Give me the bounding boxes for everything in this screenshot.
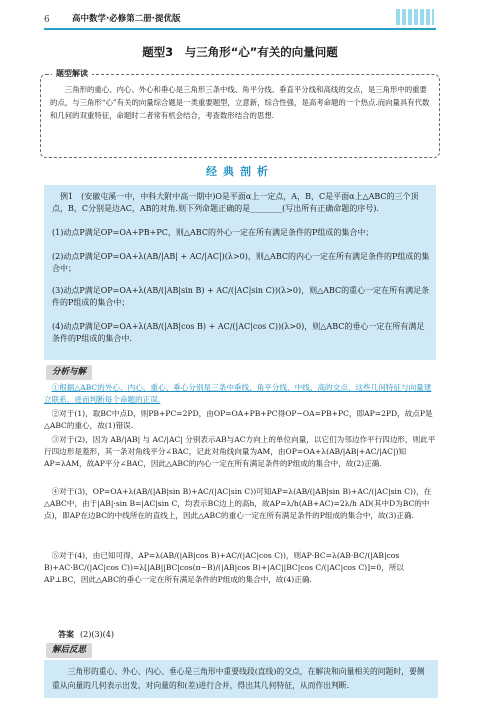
header-decoration	[396, 9, 434, 25]
example-box	[44, 185, 436, 360]
reflection-label: 解后反思	[46, 643, 92, 658]
analysis-part-1: ②对于(1)，取BC中点D，则PB+PC=2PD，由OP=OA+PB+PC得OP−OA=PB+PC，即AP=2PD，故点P是△ABC的重心，故(1)错误.	[44, 409, 433, 431]
analysis-label: 分析与解	[46, 365, 92, 380]
analysis-lead: ①根据△ABC的外心、内心、重心、垂心分别是三条中垂线、角平分线、中线、高的交点，这些几何特征与向量建立联系，进而判断每个命题的正误.	[44, 383, 432, 405]
reflection-text: 三角形的重心、外心、内心、垂心是三角形中重要线段(直线)的交点，在解决和向量相关的问题时，要侧重从向量的几何表示出发，对向量的和(差)进行合并，得出其几何特征，从而作出判断.	[52, 667, 425, 690]
answer-label: 答案	[58, 630, 74, 639]
page-header	[0, 0, 480, 34]
answer-line	[58, 629, 114, 641]
jiedu-text: 三角形的重心、内心、外心和垂心是三角形三条中线、角平分线、垂直平分线和高线的交点，是三角形中的重要的点，与三角形“心”有关的向量综合题是一类重要题型，立意新，综合性强，是高考命题的一个热点.而向量具有代数和几何的双重特征，命题时二者常有机会结合，考查数形结合的思想.	[50, 85, 430, 120]
analysis-part-4: ⑤对于(4)，由已知可得，AP=λ(AB/(|AB|cos B)+AC/(|AC|cos C))，则AP·BC=λ(AB·BC/(|AB|cos B)+AC·BC/(|AC|cos C))=λ[|AB||BC|cos(π−B)/(|AB|cos B)+|AC||BC|cos C/(|AC|cos C)]=0，所以AP⊥BC，因此△ABC的垂心一定在所有满足条件的P组成的集合中，故(4)正确.	[44, 551, 405, 585]
answer-value: (2)(3)(4)	[80, 630, 114, 639]
reflection-box	[44, 660, 438, 698]
book-title: 高中数学·必修第二册·提优版	[72, 14, 181, 24]
page-number: 6	[44, 15, 50, 25]
example-item-2: (2)动点P满足OP=OA+λ(AB/|AB| + AC/|AC|)(λ>0)，则△ABC的内心一定在所有满足条件的P组成的集合中；	[52, 252, 430, 274]
example-item-1: (1)动点P满足OP=OA+PB+PC，则△ABC的外心一定在所有满足条件的P组成的集合中；	[52, 228, 374, 237]
analysis-part-2: ③对于(2)，因为 AB/|AB| 与 AC/|AC| 分别表示AB与AC方向上的单位向量，以它们为邻边作平行四边形，则此平行四边形是菱形，其一条对角线平分∠BAC，记此对角线向量为AM，由OP=OA+λ(AB/|AB|+AC/|AC|)知AP=λAM，故AP平分∠BAC，因此△ABC的内心一定在所有满足条件的P组成的集合中，故(2)正确.	[44, 435, 436, 469]
example-item-3: (3)动点P满足OP=OA+λ(AB/(|AB|sin B) + AC/(|AC|sin C))(λ>0)，则△ABC的重心一定在所有满足条件的P组成的集合中；	[52, 286, 430, 308]
analysis-part-3: ④对于(3)，OP=OA+λ(AB/(|AB|sin B)+AC/(|AC|sin C))可知AP=λ(AB/(|AB|sin B)+AC/(|AC|sin C))，在△ABC中，由于|AB|·sin B=|AC|sin C，均表示BC边上的高h，故AP=λ/h(AB+AC)=2λ/h AD(其中D为BC的中点)，即AP在边BC的中线所在的直线上，因此△ABC的重心一定在所有满足条件的P组成的集合中，故(3)正确.	[44, 487, 432, 521]
header-rule	[44, 28, 436, 30]
section-title: 题型3 与三角形“心”有关的向量问题	[142, 45, 338, 59]
example-item-4: (4)动点P满足OP=OA+λ(AB/(|AB|cos B) + AC/(|AC|cos C))(λ>0)，则△ABC的垂心一定在所有满足条件的P组成的集合中.	[52, 322, 425, 344]
example-intro: 例1 (安徽屯溪一中，中科大附中高一期中)O是平面α上一定点，A，B，C是平面α上△ABC的三个顶点，B，C分别是边AC，AB的对角.则下列命题正确的是________(写出所有正确命题的序号).	[52, 192, 419, 214]
jiedu-label: 题型解读	[52, 68, 92, 80]
section-heading: 经典剖析	[206, 165, 274, 178]
